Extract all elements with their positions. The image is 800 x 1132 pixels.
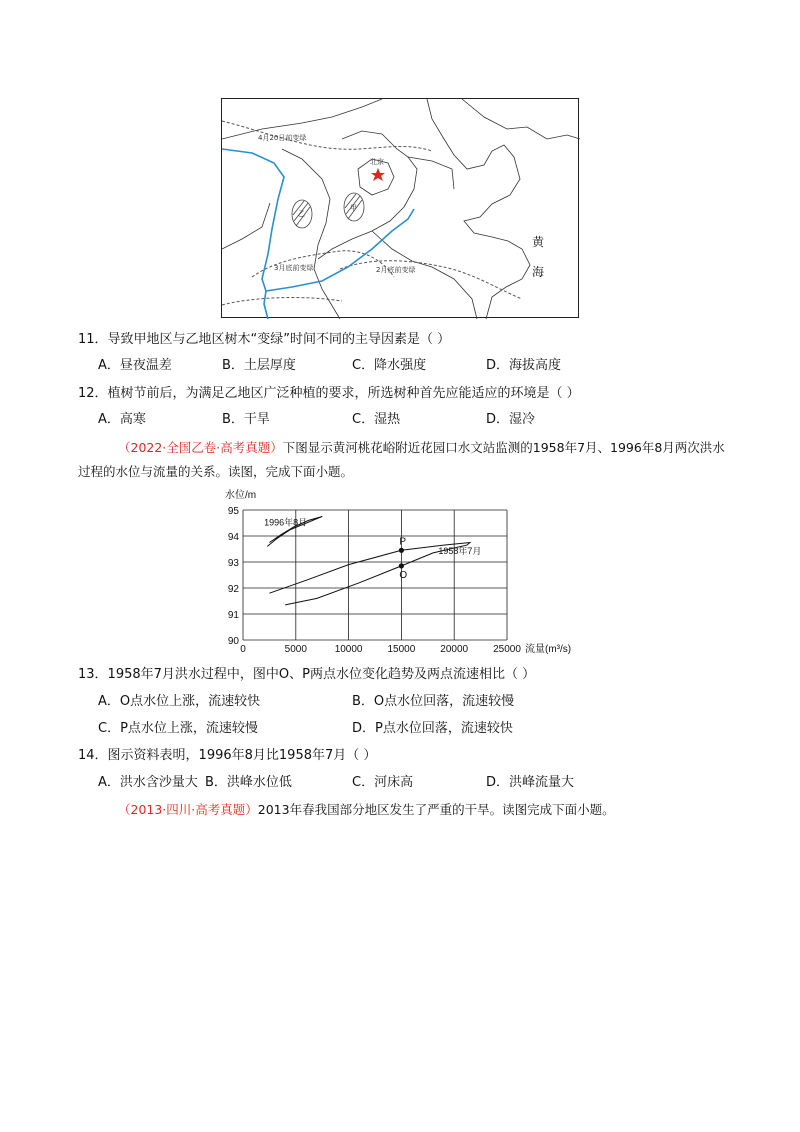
point-label-o: O (399, 569, 408, 581)
q12-option-c: C．湿热 (352, 412, 401, 427)
q14-option-b: B．洪峰水位低 (205, 775, 292, 790)
q13-option-a: A．O点水位上涨，流速较快 (98, 694, 261, 709)
map-drawing (222, 99, 580, 319)
x-tick-label: 10000 (334, 644, 363, 655)
point-o (399, 563, 404, 568)
y-axis-title: 水位/m (225, 490, 257, 501)
q13-option-d: D．P点水位回落，流速较快 (352, 721, 513, 736)
coastline (427, 99, 530, 319)
x-tick-label: 25000 (493, 644, 521, 655)
q13-stem: 13．1958年7月洪水过程中，图中O、P两点水位变化趋势及两点流速相比（ ） (78, 667, 536, 682)
q11-option-a: A．昼夜温差 (98, 358, 172, 373)
y-tick-label: 95 (227, 506, 239, 517)
point-p (399, 548, 404, 553)
x-axis-title: 流量(m³/s) (525, 644, 572, 655)
x-tick-label: 15000 (387, 644, 416, 655)
label-mar-end: 3月底前变绿 (274, 264, 314, 272)
border (282, 149, 340, 319)
q12-option-b: B．干旱 (222, 412, 270, 427)
series-label-1958: 1958年7月 (438, 546, 482, 557)
q12-stem: 12．植树节前后，为满足乙地区广泛种植的要求，所选树种首先应能适应的环境是（ ） (78, 386, 580, 401)
border (372, 231, 477, 319)
isoline-apr20 (222, 121, 432, 151)
point-label-p: P (399, 536, 407, 548)
q12-option-a: A．高寒 (98, 412, 146, 427)
q11-option-d: D．海拔高度 (486, 358, 562, 373)
q11-option-c: C．降水强度 (352, 358, 427, 373)
q14-option-d: D．洪峰流量大 (486, 775, 575, 790)
label-feb-end: 2月底前变绿 (376, 266, 416, 274)
q14-option-c: C．河床高 (352, 775, 414, 790)
q13-option-b: B．O点水位回落，流速较慢 (352, 694, 515, 709)
map-figure (221, 98, 579, 318)
y-tick-label: 92 (227, 584, 239, 595)
intro-2022 (78, 436, 728, 484)
label-jia: 甲 (350, 204, 357, 212)
border (222, 203, 270, 249)
q14-stem: 14．图示资料表明，1996年8月比1958年7月（ ） (78, 748, 377, 763)
x-tick-label: 0 (240, 644, 246, 655)
y-tick-label: 94 (227, 532, 239, 543)
beijing-star (371, 168, 385, 181)
q13-option-c: C．P点水位上涨，流速较慢 (98, 721, 258, 736)
label-yi: 乙 (298, 210, 305, 218)
river-branch (264, 291, 268, 319)
source-tag-2013: （2013·四川·高考真题） (118, 802, 258, 817)
intro-2022-text: 下图显示黄河桃花峪附近花园口水文站监测的1958年7月、1996年8月两次洪水过程的水位与流量的关系。读图，完成下面小题。 (78, 440, 725, 479)
source-tag-2022: （2022·全国乙卷·高考真题） (118, 440, 283, 455)
label-huanghai-2: 海 (532, 265, 545, 279)
intro-2013 (78, 798, 728, 822)
q14-option-a: A．洪水含沙量大 (98, 775, 198, 790)
coastline-east (462, 99, 580, 139)
y-tick-label: 93 (227, 558, 239, 569)
y-tick-label: 91 (227, 610, 239, 621)
label-apr20: 4月20日前变绿 (258, 134, 307, 142)
series-label-1996: 1996年8月 (264, 517, 308, 528)
q11-stem: 11．导致甲地区与乙地区树木“变绿”时间不同的主导因素是（ ） (78, 332, 451, 347)
label-huanghai-1: 黄 (532, 235, 545, 249)
y-tick-label: 90 (227, 636, 239, 647)
border (318, 131, 417, 259)
label-beijing: 北京 (370, 158, 384, 166)
isoline-lower (222, 298, 342, 305)
chart-svg (215, 484, 615, 655)
intro-2013-text: 2013年春我国部分地区发生了严重的干旱。读图完成下面小题。 (257, 802, 615, 817)
x-tick-label: 5000 (284, 644, 307, 655)
water-level-chart (215, 484, 615, 655)
q11-option-b: B．土层厚度 (222, 358, 296, 373)
x-tick-label: 20000 (440, 644, 469, 655)
q12-option-d: D．湿冷 (486, 412, 536, 427)
